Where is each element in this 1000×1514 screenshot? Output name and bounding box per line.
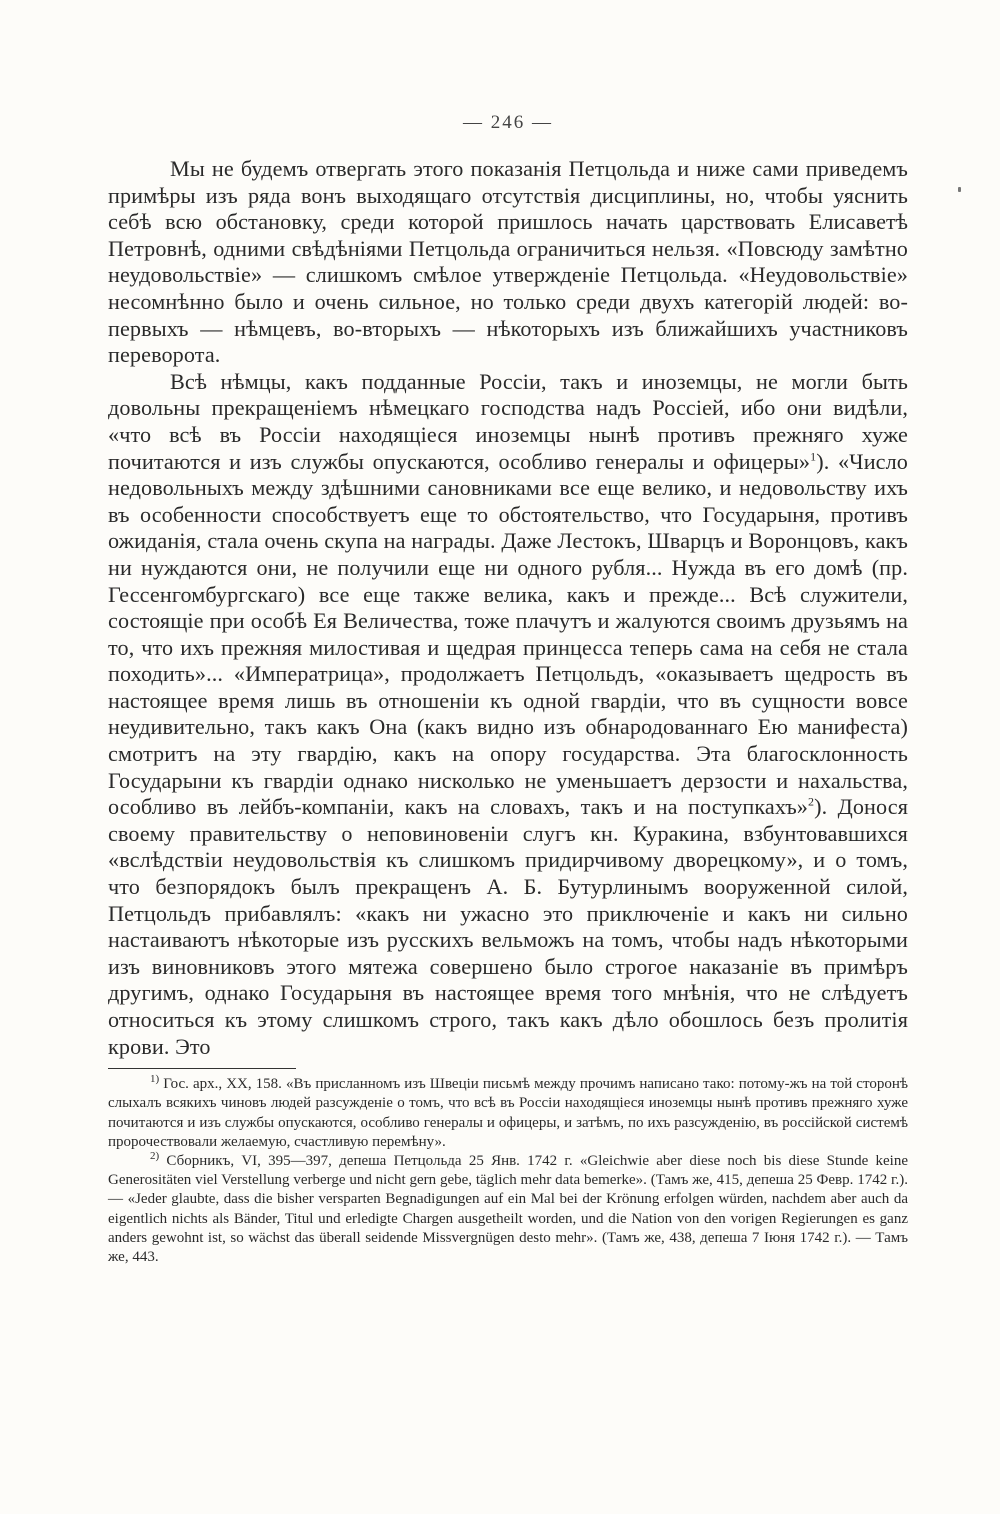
paragraph-1: Мы не будемъ отвергать этого показанія Петцольда и ниже сами приведемъ примѣры изъ ряда вонъ выходящаго отсутствія дисциплины, но, чтобы уяснить себѣ всю обстановку, среди которой пришлось начать царствовать Елисаветѣ Петровнѣ, одними свѣдѣніями Петцольда ограничиться нельзя. «Повсюду замѣтно неудовольствіе» — слишкомъ смѣлое утвержденіе Петцольда. «Неудовольствіе» несомнѣнно было и очень сильное, но только среди двухъ категорій людей: во-первыхъ — нѣмцевъ, во-вторыхъ — нѣкоторыхъ изъ ближайшихъ участниковъ переворота. — [108, 156, 908, 368]
footnote-2 — [108, 1152, 908, 1267]
margin-speck — [958, 187, 961, 192]
paragraph-2-part-3: ). Донося своему правительству о неповиновеніи слугъ кн. Куракина, взбунтовавшихся «вслѣдствіи неудовольствія къ слишкомъ придирчивому дворецкому», и о томъ, что безпорядокъ былъ прекращенъ А. Б. Бутурлинымъ вооруженной силой, Петцольдъ прибавлялъ: «какъ ни ужасно это приключеніе и какъ ни сильно настаиваютъ нѣкоторые изъ русскихъ вельможъ на томъ, чтобы надъ нѣкоторыми изъ виновниковъ этого мятежа совершено было строгое наказаніе въ примѣръ другимъ, однако Государыня въ настоящее время того мнѣнія, что не слѣдуетъ относиться къ этому слишкомъ строго, такъ какъ дѣло обошлось безъ пролитія крови. Это — [108, 794, 909, 1059]
footnote-2-text: Сборникъ, VI, 395—397, депеша Петцольда 25 Янв. 1742 г. «Gleichwie aber diese noch bis diese Stunde keine Generositäten viel Verstellung verberge und nicht gern gebe, täglich mehr data bemerke». (Тамъ же, 415, депеша 25 Февр. 1742 г.). — «Jeder glaubte, dass die bisher versparten Begnadigungen auf ein Mal bei der Krönung erfolgen würden, nachdem aber auch da eigentlich nichts als Bänder, Titul und erledigte Chargen ausgetheilt worden, und die Nation von den vorigen Regierungen es ganz anders gewohnt ist, so wächst das überall seidende Missvergnügen desto mehr». (Тамъ же, 438, депеша 7 Іюня 1742 г.). — Тамъ же, 443. — [108, 1153, 908, 1266]
page-number: — 246 — — [463, 112, 553, 133]
footnote-2-mark: 2) — [150, 1150, 160, 1162]
footnotes — [108, 1075, 908, 1267]
footnote-ref-1: 1 — [810, 449, 817, 464]
main-text — [108, 156, 908, 1060]
paragraph-2-part-2: ). «Число недовольныхъ между здѣшними сановниками все еще велико, и недовольству ихъ въ особенности способствуетъ еще то обстоятельство, что Государыня, противъ ожиданія, стала очень скупа на награды. Даже Лестокъ, Шварцъ и Воронцовъ, какъ ни нуждаются они, не получили еще ни одного рубля... Нужда въ его домѣ (пр. Гессенгомбургскаго) все еще также велика, какъ и прежде... Всѣ служители, состоящіе при особѣ Ея Величества, тоже плачутъ и жалуются своимъ друзьямъ на то, что ихъ прежняя милостивая и щедрая принцесса теперь сама на себя не стала походить»... «Императрица», продолжаетъ Петцольдъ, «оказываетъ щедрость въ настоящее время лишь въ отношеніи къ одной гвардіи, что въ сущности вовсе неудивительно, такъ какъ Она (какъ видно изъ обнародованнаго Ею манифеста) смотритъ на эту гвардію, какъ на опору государства. Эта благосклонность Государыни къ гвардіи однако нисколько не уменьшаетъ дерзости и нахальства, особливо въ лейбъ-компаніи, какъ на словахъ, такъ и на поступкахъ» — [108, 448, 908, 820]
paragraph-2 — [108, 369, 908, 1060]
paragraph-2-part-1: Всѣ нѣмцы, какъ подданные Россіи, такъ и иноземцы, не могли быть довольны прекращеніемъ нѣмецкаго господства надъ Россіей, ибо они видѣли, «что всѣ въ Россіи находящіеся иноземцы нынѣ противъ прежняго хуже почитаются и изъ службы опускаются, особливо генералы и офицеры» — [108, 368, 908, 474]
book-page — [108, 112, 908, 1267]
footnote-1 — [108, 1075, 908, 1152]
footnote-1-text: Гос. арх., XX, 158. «Въ присланномъ изъ Швеціи письмѣ между прочимъ написано тако: потому-жъ на той сторонѣ слыхалъ всякихъ чиновъ людей разсужденіе о томъ, что всѣ въ Россіи находящіеся иноземцы нынѣ противъ прежняго хуже почитаются и изъ службы опускаются, особливо генералы и офицеры, и затѣмъ, по ихъ разсужденію, въ россійской системѣ пророчествовали желаемую, счастливую перемѣну». — [108, 1076, 908, 1150]
footnote-ref-2: 2 — [808, 794, 815, 809]
footnote-1-mark: 1) — [150, 1073, 160, 1086]
footnote-separator — [108, 1068, 296, 1069]
